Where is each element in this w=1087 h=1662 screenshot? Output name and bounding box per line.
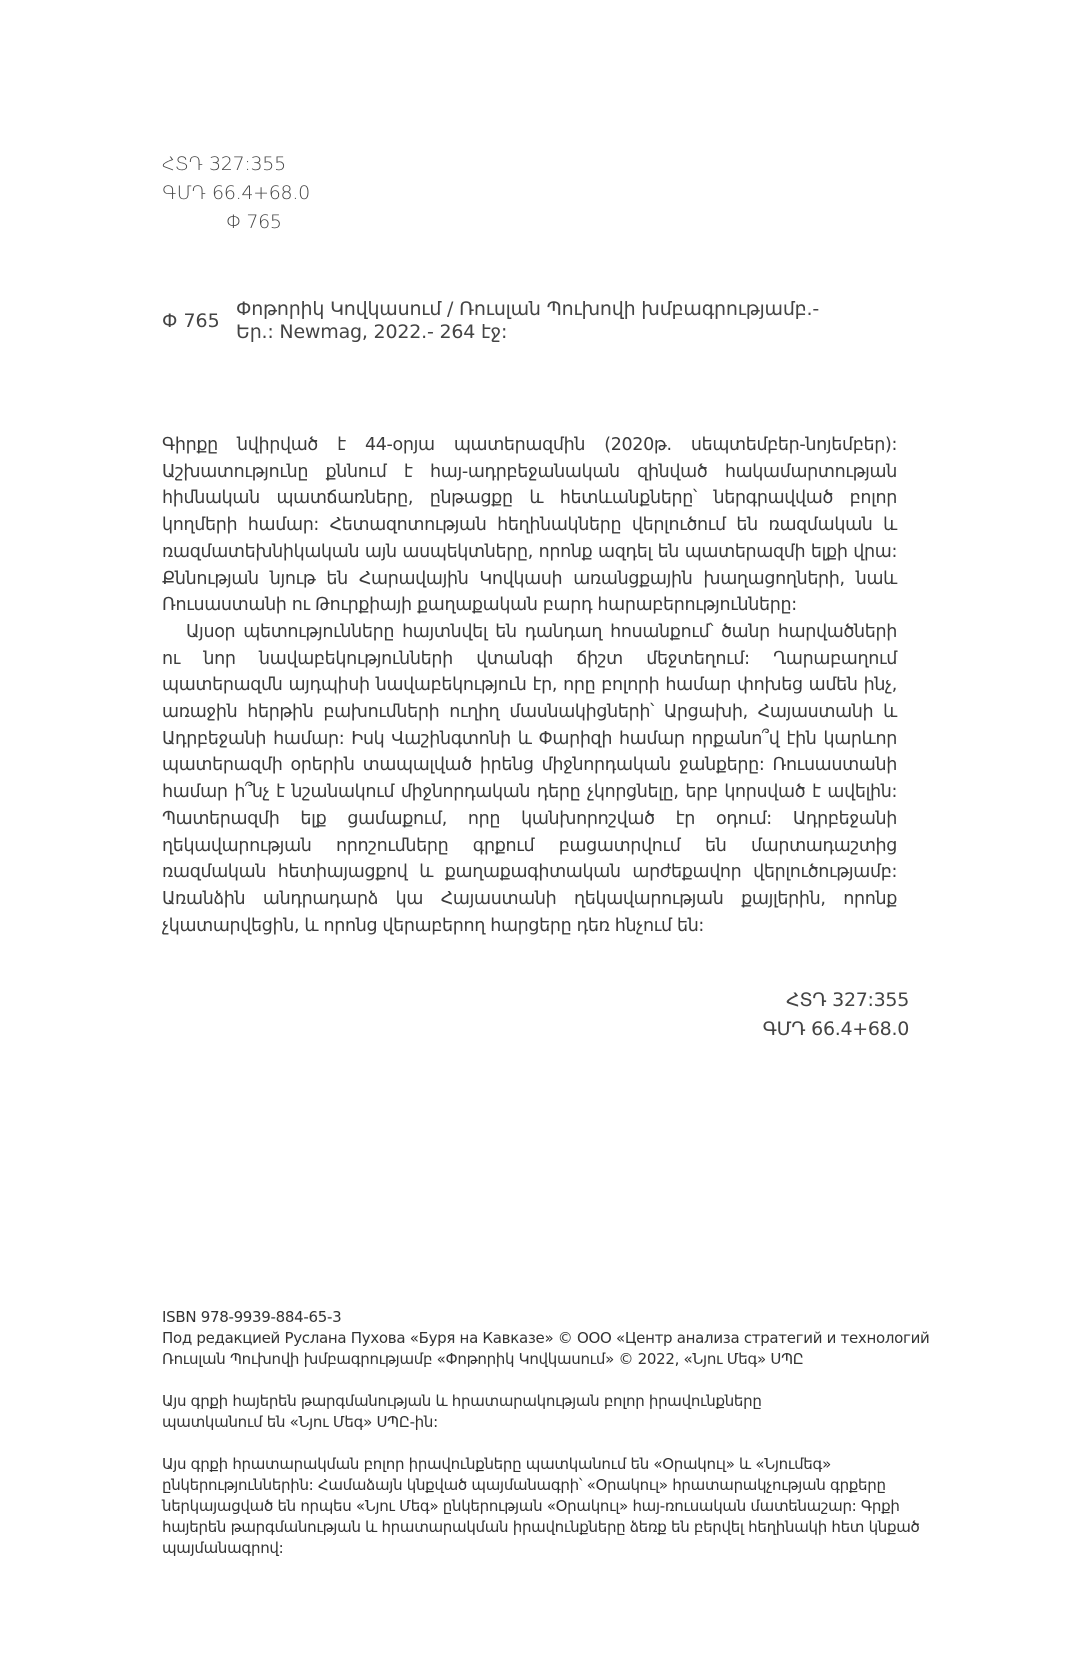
translation-rights-notice: Այս գրքի հայերեն թարգմանության և հրատարակության բոլոր իրավունքները պատկանում են «Նյու Մեգ» ՍՊԸ-ին:: [162, 1392, 762, 1431]
copyright-block: [162, 1307, 1022, 1559]
catalog-publisher-line: Եր.: Newmag, 2022.- 264 էջ:: [236, 321, 508, 343]
lbc-code: ԳՄԴ 66.4+68.0: [162, 182, 310, 204]
lbc-code-footer: ԳՄԴ 66.4+68.0: [762, 1018, 909, 1040]
classification-codes-footer: [763, 986, 909, 1044]
annotation-paragraph-2: Այսօր պետությունները հայտնվել են դանդաղ հոսանքում՝ ծանր հարվածների ու նոր նավաբեկությունների վտանգի ճիշտ մեջտեղում: Ղարաբաղում պատերազմն այդպիսի նավաբեկություն էր, որը բոլորի համար փոխեց ամեն ինչ, առաջին հերթին բախումների ուղիղ մասնակիցների՝ Արցախի, Հայաստանի և Ադրբեջանի համար: Իսկ Վաշինգտոնի և Փարիզի համար որքանո՞վ էին կարևոր պատերազմի օրերին տապալված իրենց միջնորդական ջանքերը: Ռուսաստանի համար ի՞նչ է նշանակում միջնորդական դերը չկորցնելը, երբ կորսված է ավելին: Պատերազմի ելք ցամաքում, որը կանխորոշված էր օդում: Ադրբեջանի ղեկավարության որոշումները գրքում բացատրվում են մարտադաշտից ռազմական հետիայացքով և քաղաքագիտական արժեքավոր վերլուծությամբ: Առանձին անդրադարձ կա Հայաստանի ղեկավարության քայլերին, որոնք չկատարվեցին, և որոնց վերաբերող հարցերը դեռ հնչում են:: [162, 621, 897, 936]
russian-edition-credit: Под редакцией Руслана Пухова «Буря на Кавказе» © ООО «Центр анализа стратегий и технологий: [162, 1329, 930, 1347]
annotation-paragraph-1: Գիրքը նվիրված է 44-օրյա պատերազմին (2020թ. սեպտեմբեր-նոյեմբեր): Աշխատությունը քննում է հայ-ադրբեջանական զինված հակամարտության հիմնական պատճառները, ընթացքը և հետևանքները՝ ներգրավված բոլոր կողմերի համար: Հետազոտության հեղինակները վերլուծում են ռազմական և ռազմատեխնիկական այն ասպեկտները, որոնք ազդել են պատերազմի ելքի վրա: Քննության նյութ են Հարավային Կովկասի առանցքային խաղացողների, նաև Ռուսաստանի ու Թուրքիայի քաղաքական բարդ հարաբերությունները:: [162, 435, 897, 616]
isbn: ISBN 978-9939-884-65-3: [162, 1308, 342, 1326]
udc-code: ՀՏԴ 327:355: [162, 153, 286, 175]
armenian-edition-credit: Ռուսլան Պուխովի խմբագրությամբ «Փոթորիկ Կովկասում» © 2022, «Նյու Մեգ» ՍՊԸ: [162, 1350, 804, 1368]
catalog-code: Փ 765: [162, 310, 220, 332]
author-mark: Փ 765: [226, 211, 282, 233]
spacer: [162, 1433, 1022, 1454]
catalog-entry: [162, 298, 1022, 344]
publication-rights-notice: Այս գրքի հրատարակման բոլոր իրավունքները պատկանում են «Օրակուլ» և «Նյումեգ» ընկերություններին: Համաձայն կնքված պայմանագրի՝ «Օրակուլ» հրատարակչության գրքերը ներկայացված են որպես «Նյու Մեգ» ընկերության «Օրակուլ» հայ-ռուսական մատենաշար: Գրքի հայերեն թարգմանության և հրատարակման իրավունքները ձեռք են բերվել հեղինակի հետ կնքած պայմանագրով:: [162, 1455, 920, 1557]
annotation: [162, 432, 897, 939]
classification-codes-header: [162, 150, 310, 237]
udc-code-footer: ՀՏԴ 327:355: [786, 989, 909, 1011]
catalog-title-line: Փոթորիկ Կովկասում / Ռուսլան Պուխովի խմբագրությամբ.-: [236, 298, 820, 320]
spacer: [162, 1370, 1022, 1391]
